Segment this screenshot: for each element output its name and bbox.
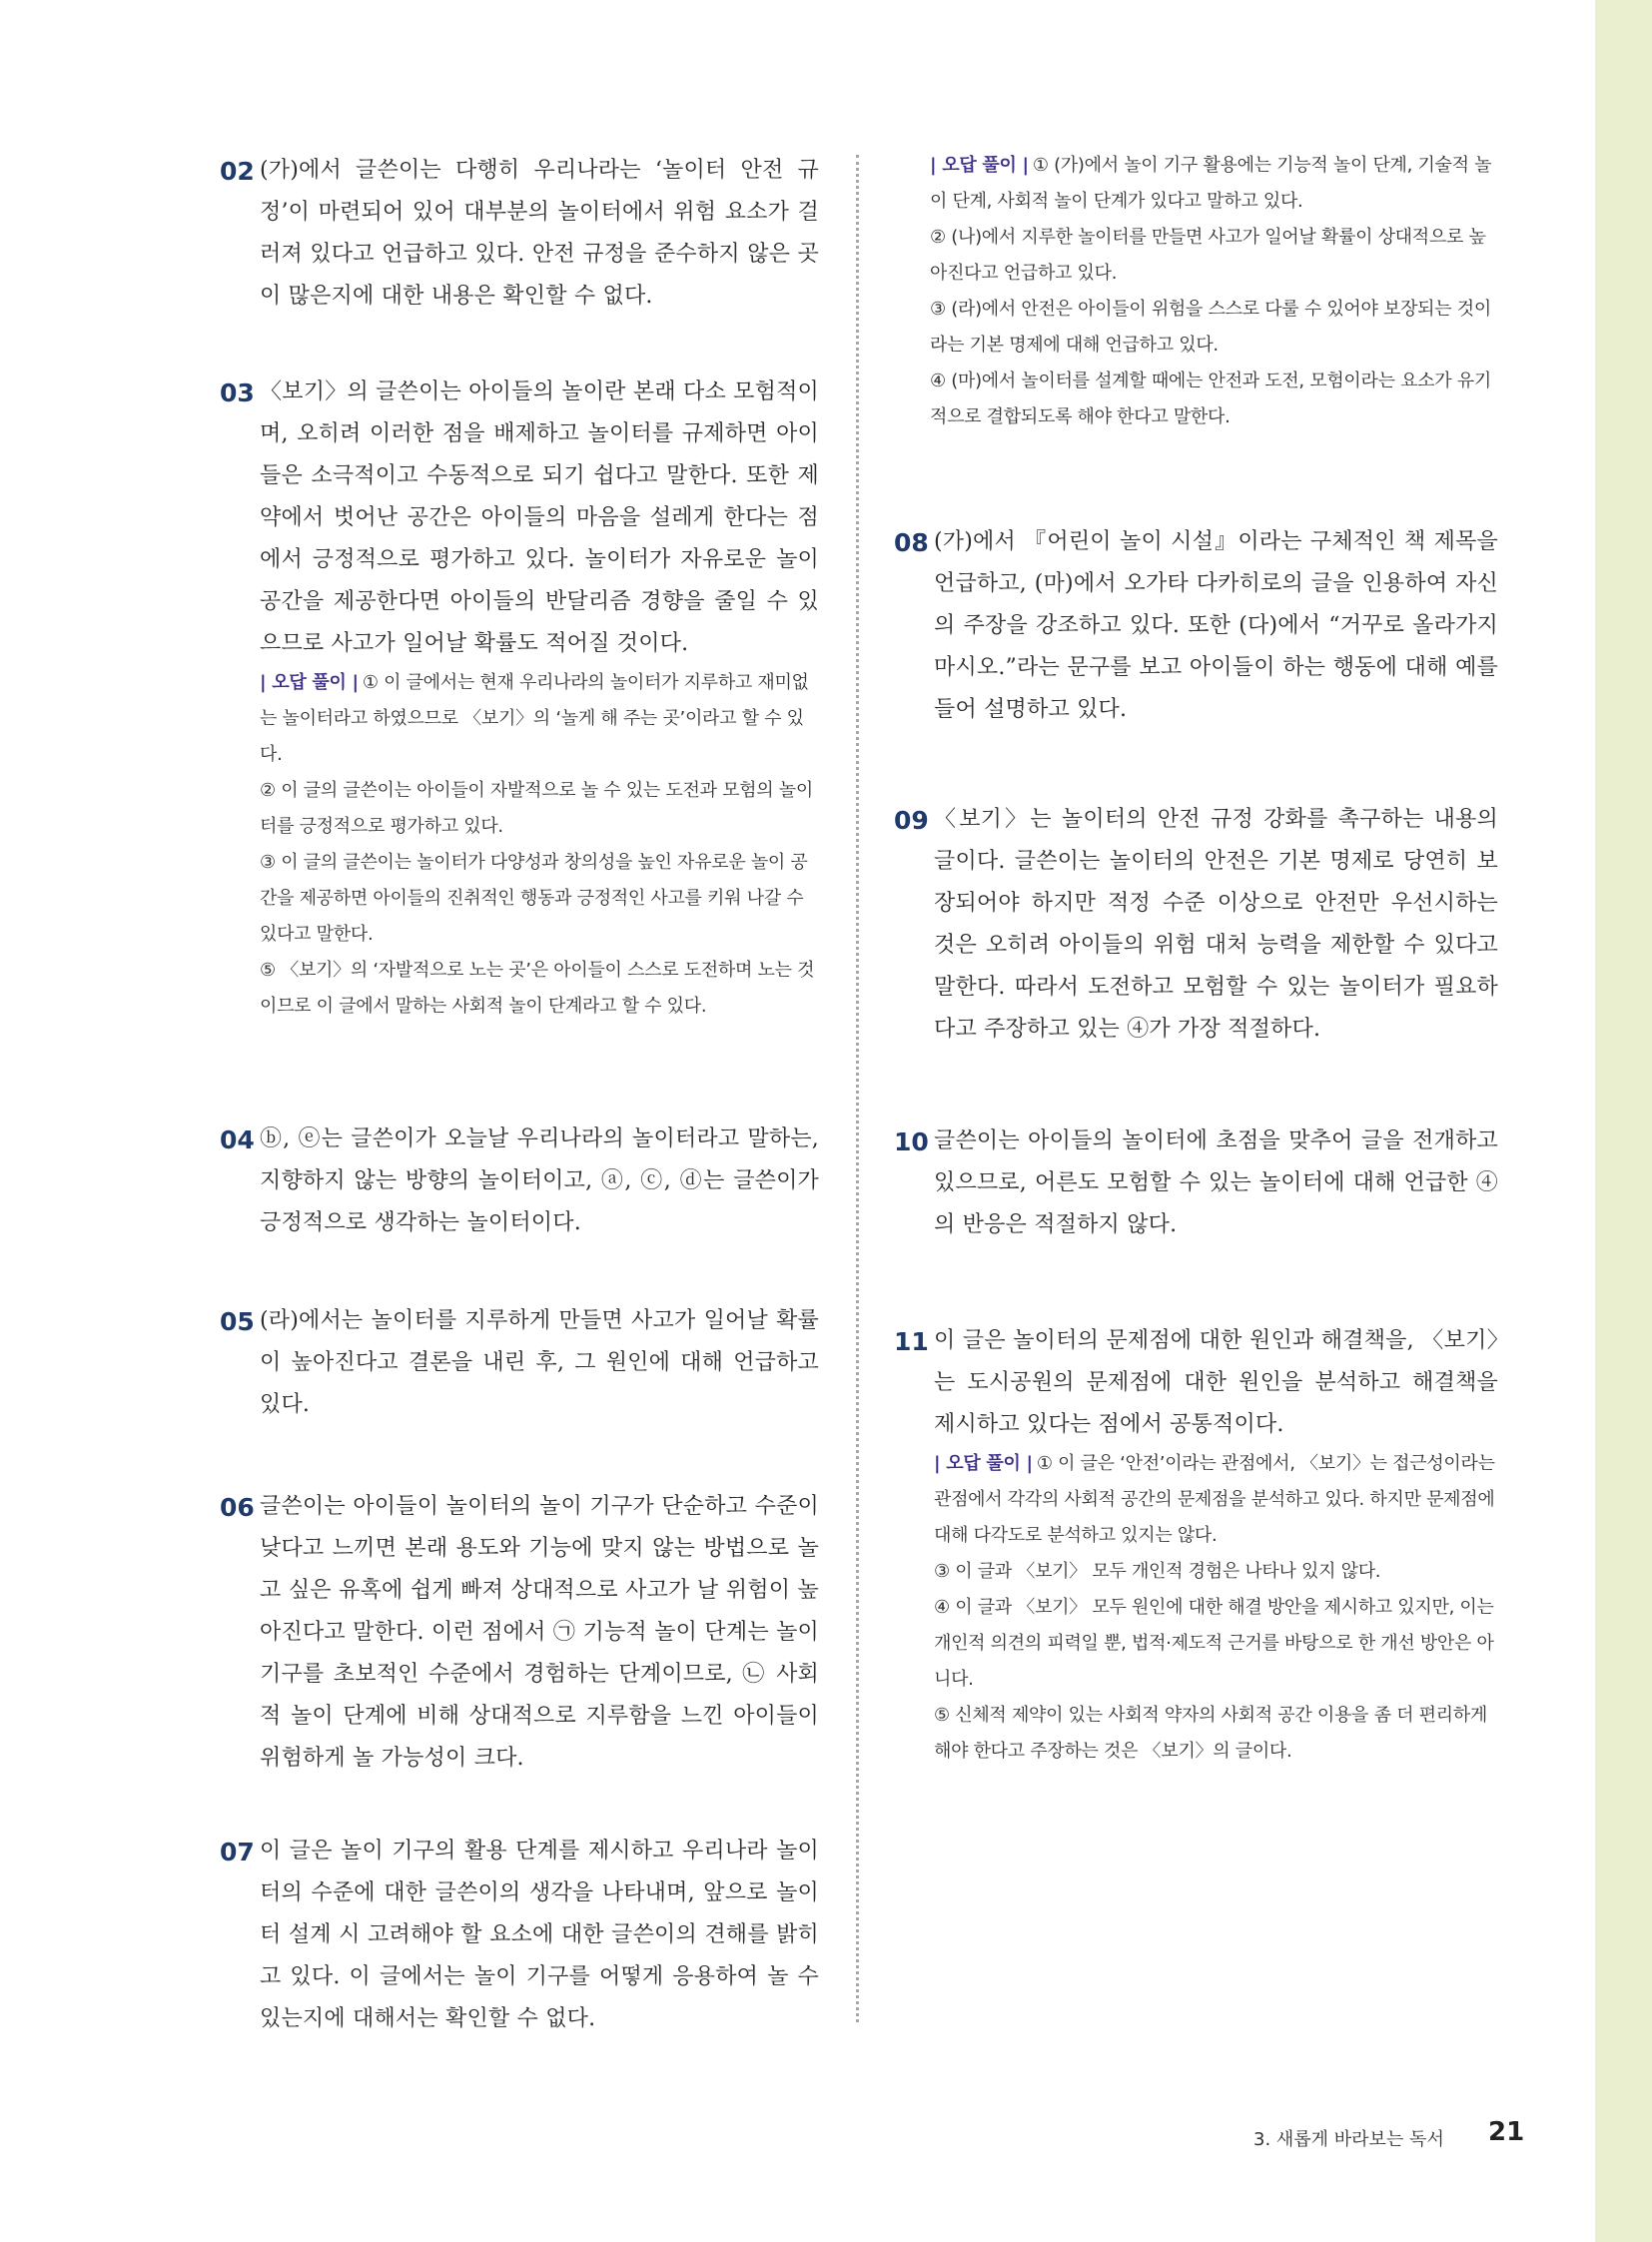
answer-07-notes <box>894 148 1498 435</box>
question-number: 03 <box>220 378 255 407</box>
question-number: 10 <box>894 1127 929 1156</box>
answer-text: 〈보기〉는 놀이터의 안전 규정 강화를 촉구하는 내용의 글이다. 글쓴이는 놀이터의 안전은 기본 명제로 당연히 보장되어야 하지만 적정 수준 이상으로 안전만 우선시하는 것은 오히려 아이들의 위험 대처 능력을 제한할 수 있다고 말한다. 따라서 도전하고 모험할 수 있는 놀이터가 필요하다고 주장하고 있는 ④가 가장 적절하다. <box>934 807 1498 1042</box>
footer-section-title: 3. 새롭게 바라보는 독서 <box>1253 2129 1444 2150</box>
answer-02 <box>220 150 819 318</box>
note-line: ③ 이 글의 글쓴이는 놀이터가 다양성과 창의성을 높인 자유로운 놀이 공간을 제공하면 아이들의 진취적인 행동과 긍정적인 사고를 키워 나갈 수 있다고 말한다. <box>260 852 808 945</box>
note-tag: | 오답 풀이 | <box>260 672 359 693</box>
answer-04 <box>220 1119 819 1244</box>
answer-text: 이 글은 놀이 기구의 활용 단계를 제시하고 우리나라 놀이터의 수준에 대한 글쓴이의 생각을 나타내며, 앞으로 놀이터 설계 시 고려해야 할 요소에 대한 글쓴이의 견해를 밝히고 있다. 이 글에서는 놀이 기구를 어떻게 응용하여 놀 수 있는지에 대해서는 확인할 수 없다. <box>260 1839 819 2031</box>
note-line: ① 이 글은 ‘안전’이라는 관점에서, 〈보기〉는 접근성이라는 관점에서 각각의 사회적 공간의 문제점을 분석하고 있다. 하지만 문제점에 대해 다각도로 분석하고 있지는 않다. <box>934 1453 1495 1546</box>
question-number: 05 <box>220 1307 255 1336</box>
answer-text: 글쓴이는 아이들이 놀이터의 놀이 기구가 단순하고 수준이 낮다고 느끼면 본래 용도와 기능에 맞지 않는 방법으로 놀고 싶은 유혹에 쉽게 빠져 상대적으로 사고가 날 위험이 높아진다고 말한다. 이런 점에서 ㉠ 기능적 놀이 단계는 놀이 기구를 초보적인 수준에서 경험하는 단계이므로, ㉡ 사회적 놀이 단계에 비해 상대적으로 지루함을 느낀 아이들이 위험하게 놀 가능성이 크다. <box>260 1494 819 1771</box>
column-divider <box>856 155 859 2022</box>
note-line: ① (가)에서 놀이 기구 활용에는 기능적 놀이 단계, 기술적 놀이 단계, 사회적 놀이 단계가 있다고 말하고 있다. <box>930 155 1492 212</box>
question-number: 04 <box>220 1125 255 1154</box>
answer-03 <box>220 372 819 1025</box>
answer-08 <box>894 521 1498 731</box>
answer-text: ⓑ, ⓔ는 글쓴이가 오늘날 우리나라의 놀이터라고 말하는, 지향하지 않는 방향의 놀이터이고, ⓐ, ⓒ, ⓓ는 글쓴이가 긍정적으로 생각하는 놀이터이다. <box>260 1126 819 1235</box>
note-line: ③ 이 글과 〈보기〉 모두 개인적 경험은 나타나 있지 않다. <box>934 1561 1381 1582</box>
wrong-answer-note <box>260 665 819 773</box>
answer-07 <box>220 1831 819 2040</box>
answer-text: (라)에서는 놀이터를 지루하게 만들면 사고가 일어날 확률이 높아진다고 결론을 내린 후, 그 원인에 대해 언급하고 있다. <box>260 1308 819 1417</box>
question-number: 11 <box>894 1327 929 1356</box>
note-line: ② 이 글의 글쓴이는 아이들이 자발적으로 놀 수 있는 도전과 모험의 놀이터를 긍정적으로 평가하고 있다. <box>260 780 813 837</box>
answer-09 <box>894 799 1498 1051</box>
note-line: ⑤ 〈보기〉의 ‘자발적으로 노는 곳’은 아이들이 스스로 도전하며 노는 것이므로 이 글에서 말하는 사회적 놀이 단계라고 할 수 있다. <box>260 960 815 1017</box>
answer-text: (가)에서 『어린이 놀이 시설』이라는 구체적인 책 제목을 언급하고, (마)에서 오가타 다카히로의 글을 인용하여 자신의 주장을 강조하고 있다. 또한 (다)에서 “거꾸로 올라가지 마시오.”라는 문구를 보고 아이들이 하는 행동에 대해 예를 들어 설명하고 있다. <box>934 529 1498 722</box>
answer-06 <box>220 1486 819 1780</box>
note-line: ⑤ 신체적 제약이 있는 사회적 약자의 사회적 공간 이용을 좀 더 편리하게 해야 한다고 주장하는 것은 〈보기〉의 글이다. <box>934 1705 1487 1762</box>
wrong-answer-note <box>934 1446 1498 1554</box>
wrong-answer-note <box>930 148 1498 220</box>
answer-text: 〈보기〉의 글쓴이는 아이들의 놀이란 본래 다소 모험적이며, 오히려 이러한 점을 배제하고 놀이터를 규제하면 아이들은 소극적이고 수동적으로 되기 쉽다고 말한다. 또한 제약에서 벗어난 공간은 아이들의 마음을 설레게 한다는 점에서 긍정적으로 평가하고 있다. 놀이터가 자유로운 놀이 공간을 제공한다면 아이들의 반달리즘 경향을 줄일 수 있으므로 사고가 일어날 확률도 적어질 것이다. <box>260 379 819 656</box>
note-line: ④ (마)에서 놀이터를 설계할 때에는 안전과 도전, 모험이라는 요소가 유기적으로 결합되도록 해야 한다고 말한다. <box>930 371 1491 427</box>
answer-11 <box>894 1320 1498 1770</box>
side-color-band <box>1595 0 1652 2242</box>
answer-text: (가)에서 글쓴이는 다행히 우리나라는 ‘놀이터 안전 규정’이 마련되어 있어 대부분의 놀이터에서 위험 요소가 걸러져 있다고 언급하고 있다. 안전 규정을 준수하지 않은 곳이 많은지에 대한 내용은 확인할 수 없다. <box>260 158 819 309</box>
note-tag: | 오답 풀이 | <box>930 155 1029 176</box>
note-line: ① 이 글에서는 현재 우리나라의 놀이터가 지루하고 재미없는 놀이터라고 하였으므로 〈보기〉의 ‘놀게 해 주는 곳’이라고 할 수 있다. <box>260 672 809 765</box>
question-number: 07 <box>220 1838 255 1867</box>
question-number: 09 <box>894 806 929 835</box>
answer-text: 글쓴이는 아이들의 놀이터에 초점을 맞추어 글을 전개하고 있으므로, 어른도 모험할 수 있는 놀이터에 대해 언급한 ④의 반응은 적절하지 않다. <box>934 1128 1498 1237</box>
question-number: 06 <box>220 1493 255 1522</box>
note-line: ③ (라)에서 안전은 아이들이 위험을 스스로 다룰 수 있어야 보장되는 것이라는 기본 명제에 대해 언급하고 있다. <box>930 299 1491 356</box>
question-number: 08 <box>894 528 929 557</box>
note-line: ② (나)에서 지루한 놀이터를 만들면 사고가 일어날 확률이 상대적으로 높아진다고 언급하고 있다. <box>930 227 1486 284</box>
answer-text: 이 글은 놀이터의 문제점에 대한 원인과 해결책을, 〈보기〉는 도시공원의 문제점에 대한 원인을 분석하고 해결책을 제시하고 있다는 점에서 공통적이다. <box>934 1328 1498 1437</box>
answer-05 <box>220 1300 819 1426</box>
note-tag: | 오답 풀이 | <box>934 1453 1033 1474</box>
question-number: 02 <box>220 157 255 186</box>
note-line: ④ 이 글과 〈보기〉 모두 원인에 대한 해결 방안을 제시하고 있지만, 이는 개인적 의견의 피력일 뿐, 법적·제도적 근거를 바탕으로 한 개선 방안은 아니다. <box>934 1597 1494 1690</box>
answer-10 <box>894 1121 1498 1246</box>
page-number: 21 <box>1488 2117 1525 2147</box>
